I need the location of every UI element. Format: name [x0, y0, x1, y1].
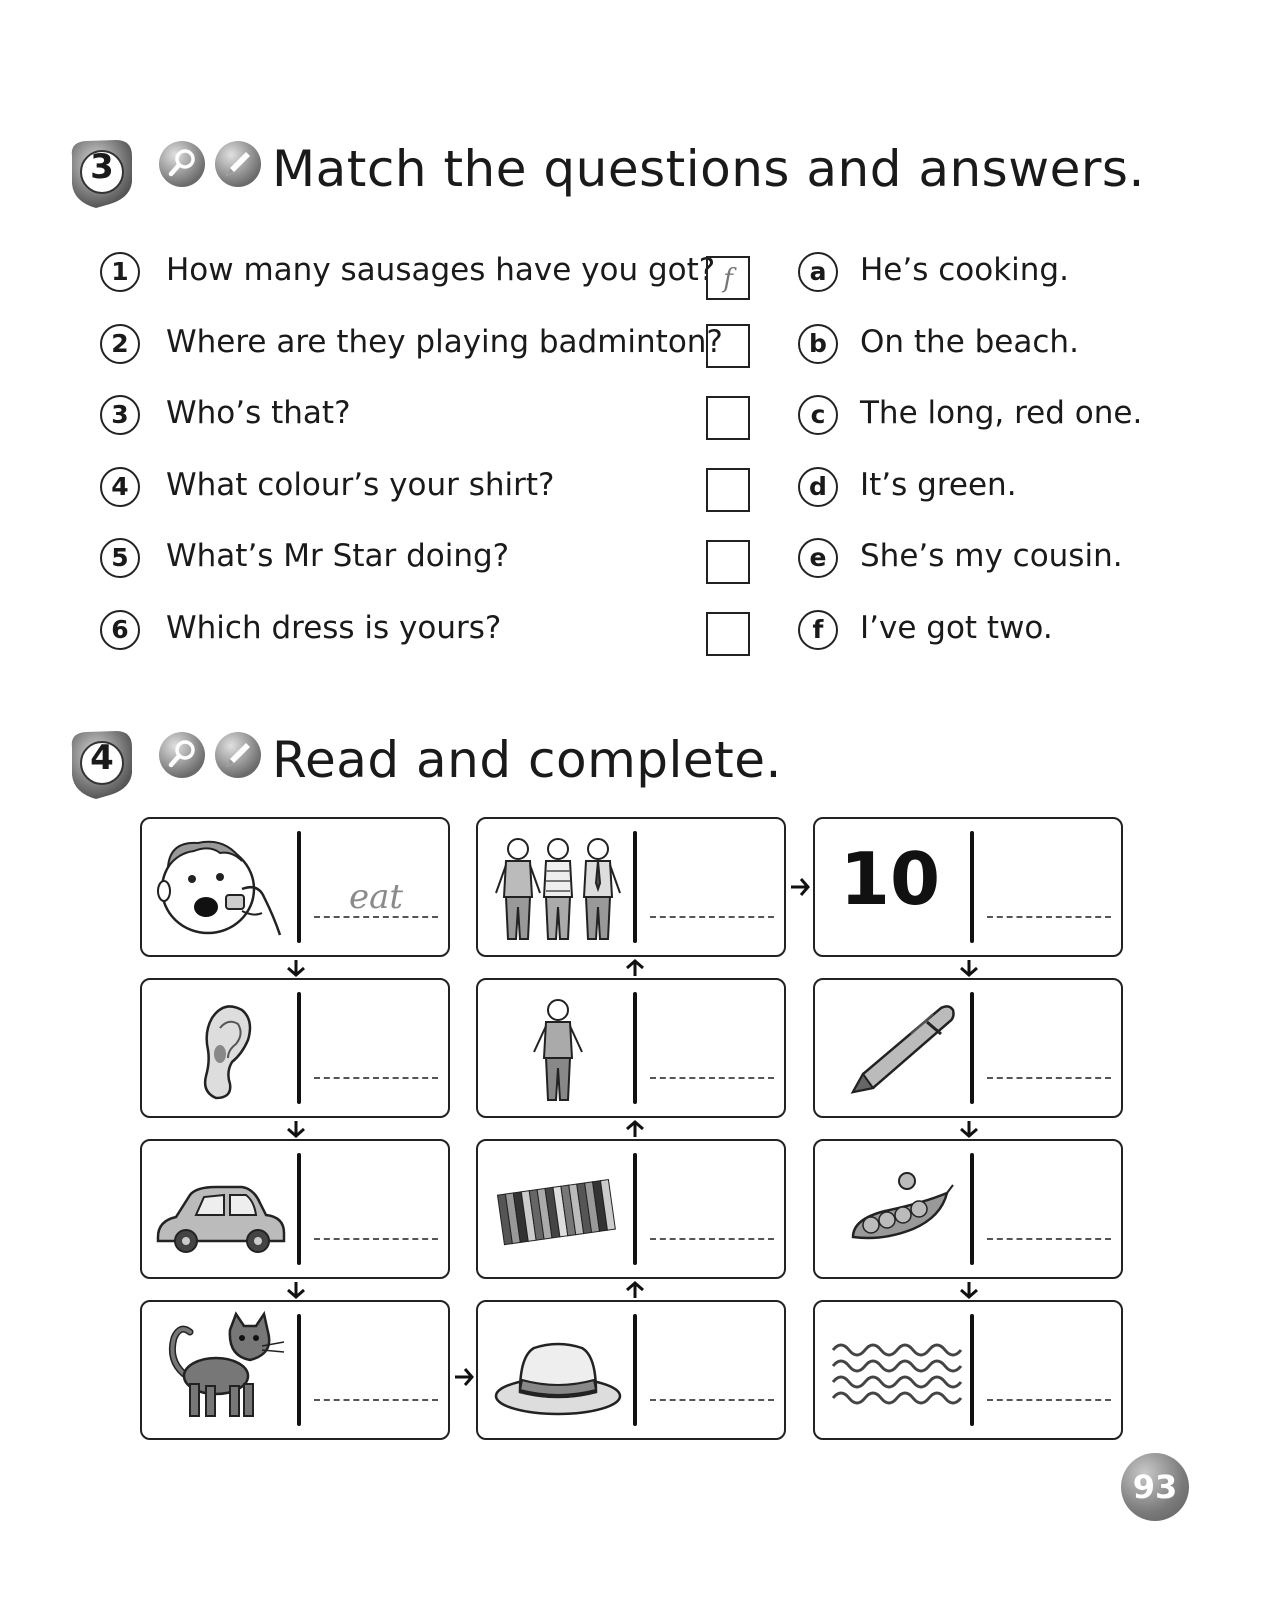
hat-icon — [486, 1310, 628, 1430]
word-card — [140, 817, 450, 957]
answer-line[interactable] — [314, 1238, 438, 1240]
number-ten: 10 — [839, 837, 941, 921]
word-card — [813, 1300, 1123, 1440]
answer-box[interactable] — [706, 396, 750, 440]
question-text: What’s Mr Star doing? — [166, 538, 510, 574]
arrow-down-icon — [285, 1280, 307, 1300]
exercise-title: Match the questions and answers. — [272, 140, 1145, 198]
answer-box[interactable] — [706, 612, 750, 656]
answer-box[interactable]: f — [706, 256, 750, 300]
question-number: 6 — [100, 610, 140, 650]
boy-icon — [486, 988, 628, 1108]
question-number: 5 — [100, 538, 140, 578]
word-card — [813, 817, 1123, 957]
arrow-down-icon — [958, 1119, 980, 1139]
answer-text: It’s green. — [860, 467, 1017, 503]
answer-text: I’ve got two. — [860, 610, 1053, 646]
sea-waves-icon — [823, 1310, 965, 1430]
answer-box[interactable] — [706, 468, 750, 512]
question-text: Who’s that? — [166, 395, 351, 431]
arrow-up-icon — [624, 958, 646, 978]
answer-box[interactable] — [706, 324, 750, 368]
question-text: Which dress is yours? — [166, 610, 502, 646]
ear-icon — [150, 988, 292, 1108]
question-number: 1 — [100, 252, 140, 292]
arrow-down-icon — [285, 1119, 307, 1139]
word-card — [140, 1139, 450, 1279]
exercise-title: Read and complete. — [272, 731, 782, 789]
pencil-icon — [214, 731, 262, 779]
exercise-number: 4 — [90, 738, 114, 778]
word-card — [140, 1300, 450, 1440]
word-card — [476, 1300, 786, 1440]
magnifier-icon — [158, 731, 206, 779]
answer-letter: b — [798, 324, 838, 364]
arrow-down-icon — [958, 958, 980, 978]
question-text: What colour’s your shirt? — [166, 467, 555, 503]
word-card — [476, 817, 786, 957]
question-number: 2 — [100, 324, 140, 364]
answer-text: He’s cooking. — [860, 252, 1069, 288]
word-card — [140, 978, 450, 1118]
answer-text: She’s my cousin. — [860, 538, 1123, 574]
exercise-number: 3 — [90, 147, 114, 187]
word-card — [813, 978, 1123, 1118]
word-card — [476, 978, 786, 1118]
magnifier-icon — [158, 140, 206, 188]
answer-line[interactable] — [987, 1077, 1111, 1079]
answer-line[interactable] — [650, 1077, 774, 1079]
question-text: How many sausages have you got? — [166, 252, 716, 288]
question-text: Where are they playing badminton? — [166, 324, 723, 360]
answer-text: On the beach. — [860, 324, 1079, 360]
car-icon — [150, 1149, 292, 1269]
pen-icon — [823, 988, 965, 1108]
arrow-up-icon — [624, 1119, 646, 1139]
answer-letter: a — [798, 252, 838, 292]
answer-line[interactable] — [987, 916, 1111, 918]
answer-line[interactable] — [314, 1399, 438, 1401]
answer-line[interactable] — [314, 916, 438, 918]
answer-letter: d — [798, 467, 838, 507]
answer-line[interactable] — [650, 1238, 774, 1240]
question-number: 4 — [100, 467, 140, 507]
answer-line[interactable] — [650, 1399, 774, 1401]
answer-line[interactable] — [987, 1238, 1111, 1240]
boy-eating-icon — [150, 827, 292, 947]
arrow-right-icon — [453, 1366, 475, 1388]
answer-line[interactable] — [314, 1077, 438, 1079]
question-number: 3 — [100, 395, 140, 435]
answer-letter: e — [798, 538, 838, 578]
answer-letter: f — [798, 610, 838, 650]
answer-text: The long, red one. — [860, 395, 1143, 431]
word-card — [813, 1139, 1123, 1279]
answer-box[interactable] — [706, 540, 750, 584]
peas-pod-icon — [823, 1149, 965, 1269]
page-number: 93 — [1121, 1453, 1189, 1521]
three-boys-icon — [486, 827, 628, 947]
cat-icon — [150, 1310, 292, 1430]
arrow-down-icon — [285, 958, 307, 978]
pencil-icon — [214, 140, 262, 188]
answer-word[interactable]: eat — [348, 877, 404, 917]
arrow-right-icon — [789, 876, 811, 898]
word-card — [476, 1139, 786, 1279]
arrow-down-icon — [958, 1280, 980, 1300]
answer-line[interactable] — [650, 916, 774, 918]
answer-letter: c — [798, 395, 838, 435]
arrow-up-icon — [624, 1280, 646, 1300]
striped-rug-icon — [486, 1149, 628, 1269]
answer-line[interactable] — [987, 1399, 1111, 1401]
